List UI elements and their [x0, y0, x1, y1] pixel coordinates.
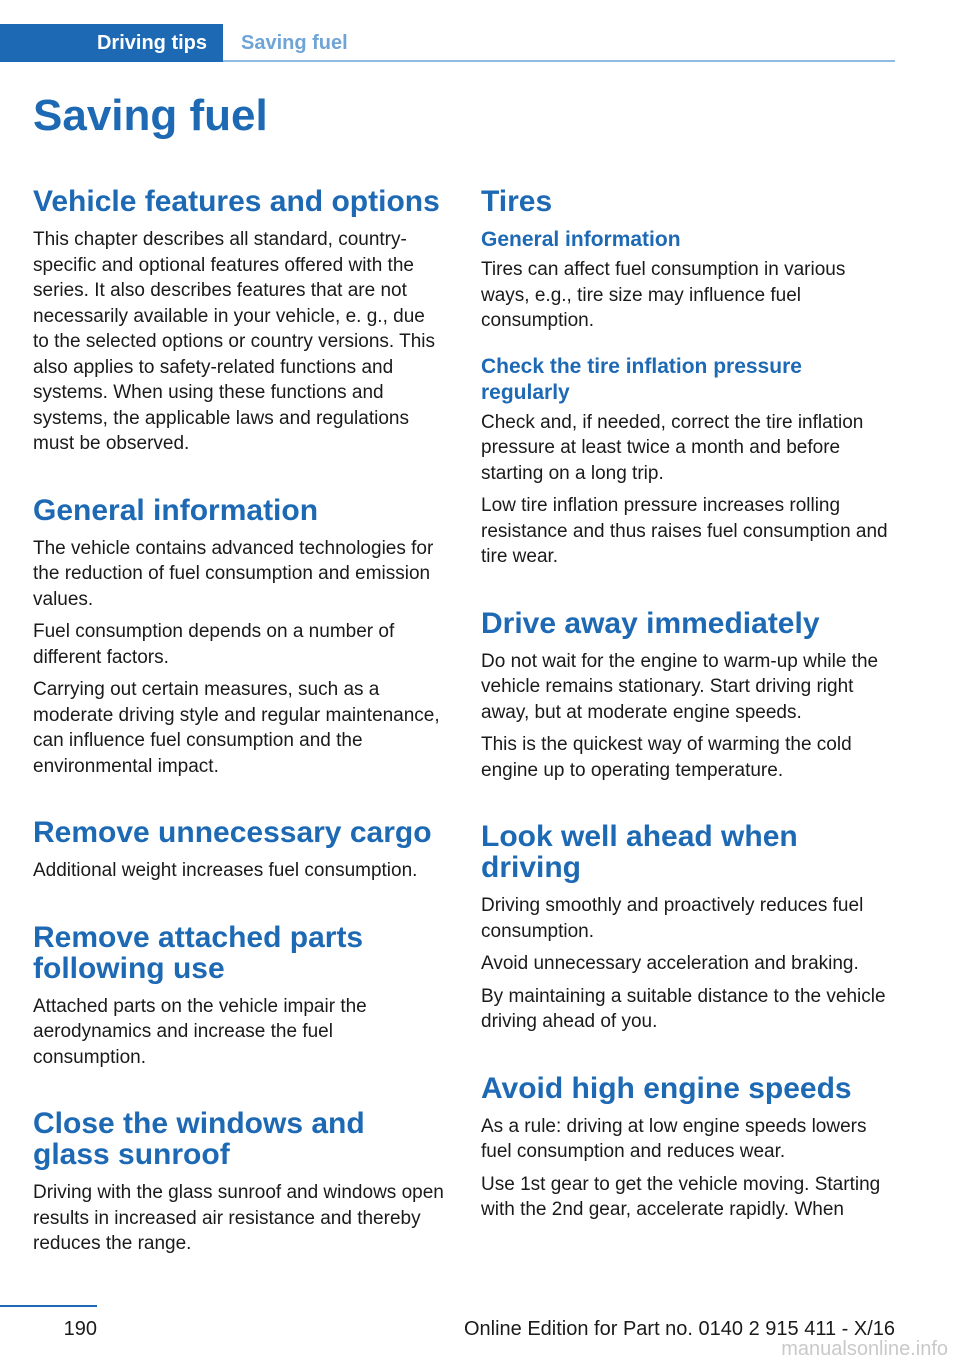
heading-avoid-high-speeds: Avoid high engine speeds [481, 1071, 852, 1105]
paragraph: Check and, if needed, correct the tire inflation pressure at least twice a month and before starting on a long trip. [481, 411, 864, 484]
heading-close-windows: Close the windows and glass sunroof [33, 1107, 365, 1171]
paragraph: Do not wait for the engine to warm-up while the vehicle remains stationary. Start driving right away, but at moderate engine speeds. [481, 650, 879, 723]
paragraph: Tires can affect fuel consumption in various ways, e.g., tire size may influence fuel consumption. [481, 259, 846, 331]
tab-saving-fuel-label: Saving fuel [241, 31, 348, 54]
paragraph: Fuel consumption depends on a number of different factors. [33, 621, 395, 668]
paragraph: Avoid unnecessary acceleration and braking. [481, 953, 859, 974]
heading-remove-cargo: Remove unnecessary cargo [33, 816, 432, 849]
header-divider [223, 60, 895, 62]
paragraph: Carrying out certain measures, such as a moderate driving style and regular maintenance, can influence fuel consumption and the environmental impact. [33, 679, 440, 777]
heading-remove-attached-parts: Remove attached parts following use [33, 920, 364, 985]
page-number: 190 [63, 1318, 97, 1340]
subheading-check-tire-pressure: Check the tire inflation pressure regularly [481, 354, 802, 404]
heading-drive-away: Drive away immediately [481, 606, 820, 640]
paragraph: Use 1st gear to get the vehicle moving. Starting with the 2nd gear, accelerate rapidly. When [481, 1173, 881, 1220]
tab-driving-tips-label: Driving tips [96, 31, 207, 54]
right-column [481, 186, 893, 1230]
paragraph: Attached parts on the vehicle impair the aerodynamics and increase the fuel consumption. [33, 995, 367, 1068]
paragraph: Low tire inflation pressure increases rolling resistance and thus raises fuel consumption and tire wear. [481, 495, 888, 567]
heading-general-information: General information [33, 493, 319, 527]
header-tabs [0, 24, 895, 62]
paragraph: By maintaining a suitable distance to the vehicle driving ahead of you. [481, 985, 886, 1032]
tab-saving-fuel[interactable] [223, 24, 348, 62]
heading-vehicle-features: Vehicle features and options [33, 185, 440, 218]
watermark: manualsonline.info [781, 1338, 948, 1360]
footer-rule [0, 1305, 97, 1307]
paragraph: Driving with the glass sunroof and windows open results in increased air resistance and thereby reduces the range. [33, 1182, 444, 1254]
edition-text: Online Edition for Part no. 0140 2 915 411 - X/16 [463, 1318, 895, 1340]
paragraph: Additional weight increases fuel consumption. [33, 860, 418, 881]
paragraph: The vehicle contains advanced technologies for the reduction of fuel consumption and emission values. [33, 537, 434, 610]
left-column [33, 186, 445, 1264]
tab-driving-tips[interactable] [0, 24, 223, 62]
page-title: Saving fuel [33, 91, 268, 140]
heading-tires: Tires [481, 185, 553, 218]
paragraph: As a rule: driving at low engine speeds lowers fuel consumption and reduces wear. [481, 1115, 867, 1162]
heading-look-ahead: Look well ahead when driving [481, 820, 798, 884]
paragraph: This is the quickest way of warming the cold engine up to operating temperature. [481, 734, 852, 781]
paragraph: Driving smoothly and proactively reduces fuel consumption. [481, 895, 864, 942]
subheading-general-information: General information [481, 228, 681, 251]
paragraph: This chapter describes all standard, country-specific and optional features offered with the series. It also describes features that are not necessarily available in your vehicle, e. g., due to the selected options or country versions. This also applies to safety-related functions and systems. When using these functions and systems, the applicable laws and regulations must be observed. [33, 229, 436, 454]
